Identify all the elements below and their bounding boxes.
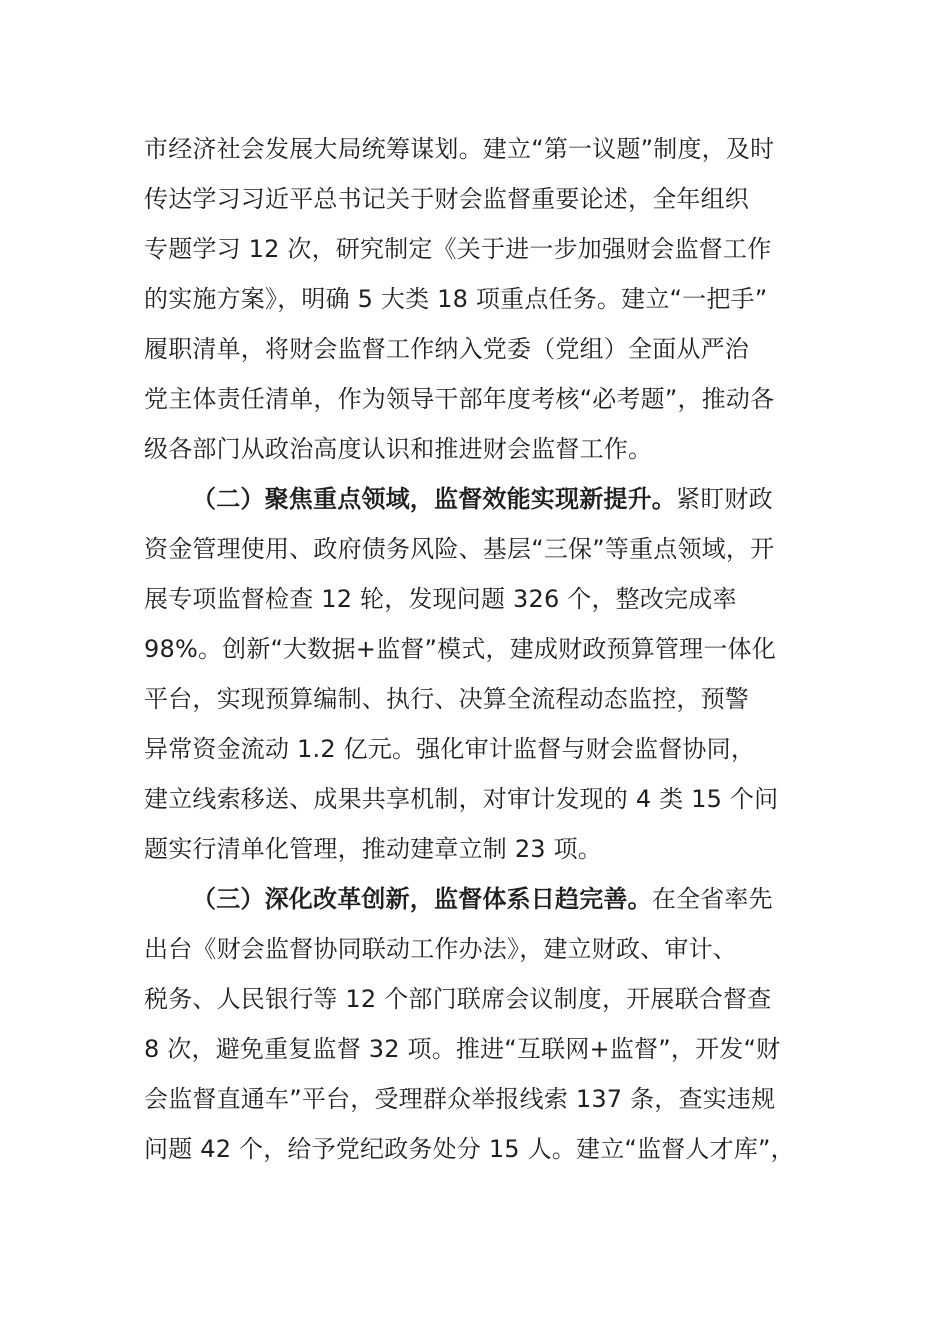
paragraph-1-line-2: 传达学习习近平总书记关于财会监督重要论述，全年组织 xyxy=(144,185,749,213)
paragraph-2-line-2: 资金管理使用、政府债务风险、基层“三保”等重点领域，开 xyxy=(144,535,775,563)
paragraph-3-line-1 xyxy=(144,874,809,924)
paragraph-3-line-5: 会监督直通车”平台，受理群众举报线索 137 条，查实违规 xyxy=(144,1085,776,1113)
paragraph-3-line-6: 问题 42 个，给予党纪政务处分 15 人。建立“监督人才库”， xyxy=(144,1135,795,1163)
paragraph-2-line-3: 展专项监督检查 12 轮，发现问题 326 个，整改完成率 xyxy=(144,585,737,613)
document-body xyxy=(144,124,809,1174)
paragraph-2-line-4: 98%。创新“大数据+监督”模式，建成财政预算管理一体化 xyxy=(144,635,776,663)
paragraph-2-line-8: 题实行清单化管理，推动建章立制 23 项。 xyxy=(144,835,602,863)
paragraph-1-line-1: 市经济社会发展大局统筹谋划。建立“第一议题”制度，及时 xyxy=(144,135,775,163)
paragraph-2-heading: （二）聚焦重点领域，监督效能实现新提升。 xyxy=(192,485,676,513)
paragraph-3-line-2: 出台《财会监督协同联动工作办法》，建立财政、审计、 xyxy=(144,935,737,963)
paragraph-2-line-5: 平台，实现预算编制、执行、决算全流程动态监控，预警 xyxy=(144,685,749,713)
paragraph-3-first-line-rest: 在全省率先 xyxy=(651,885,773,913)
paragraph-2-line-6: 异常资金流动 1.2 亿元。强化审计监督与财会监督协同， xyxy=(144,735,756,763)
paragraph-2-line-7: 建立线索移送、成果共享机制，对审计发现的 4 类 15 个问 xyxy=(144,785,779,813)
paragraph-3-line-4: 8 次，避免重复监督 32 项。推进“互联网+监督”，开发“财 xyxy=(144,1035,781,1063)
paragraph-1-line-6: 党主体责任清单，作为领导干部年度考核“必考题”，推动各 xyxy=(144,385,775,413)
paragraph-1-line-3: 专题学习 12 次，研究制定《关于进一步加强财会监督工作 xyxy=(144,235,772,263)
paragraph-3-heading: （三）深化改革创新，监督体系日趋完善。 xyxy=(192,885,652,913)
paragraph-1-line-7: 级各部门从政治高度认识和推进财会监督工作。 xyxy=(144,435,653,463)
paragraph-2-first-line-rest: 紧盯财政 xyxy=(676,485,773,513)
paragraph-2-line-1 xyxy=(144,474,809,524)
paragraph-1-line-5: 履职清单，将财会监督工作纳入党委（党组）全面从严治 xyxy=(144,335,749,363)
paragraph-1-line-4: 的实施方案》，明确 5 大类 18 项重点任务。建立“一把手” xyxy=(144,285,768,313)
paragraph-3-line-3: 税务、人民银行等 12 个部门联席会议制度，开展联合督查 xyxy=(144,985,772,1013)
